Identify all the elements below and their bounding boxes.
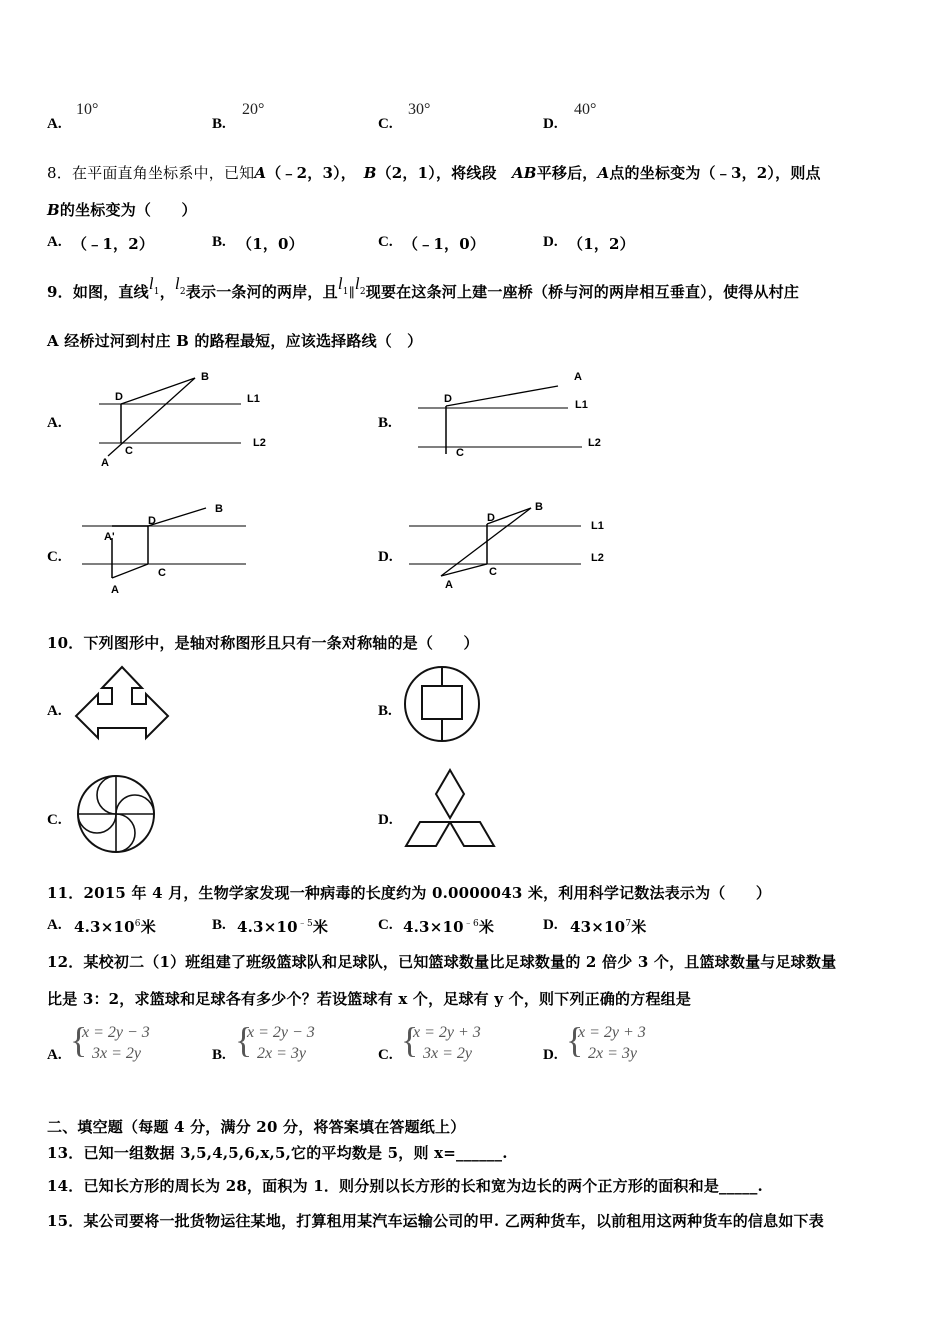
q11d-base: 43×10	[570, 918, 626, 936]
q11a-base: 4.3×10	[74, 918, 135, 936]
q9d-label-l1: L1	[591, 520, 604, 532]
q8-option-b-letter: B.	[212, 234, 226, 250]
q9d-path-ab	[441, 508, 531, 576]
q9c-label-c: C	[158, 567, 166, 579]
q9-option-a-letter: A.	[47, 415, 62, 431]
q8-point-b2: B	[47, 201, 60, 219]
q10-option-c-letter: C.	[47, 812, 62, 828]
q9b-label-a: A	[574, 371, 582, 383]
q9b-label-c: C	[456, 447, 464, 459]
q11c-base: 4.3×10	[403, 918, 464, 936]
q10d-rhombus-right	[450, 822, 494, 846]
q12-option-d-letter: D.	[543, 1047, 558, 1063]
q11-option-a-value	[74, 916, 156, 937]
q9c-path-ac	[112, 564, 148, 578]
q7-option-b-value: 20°	[242, 101, 265, 118]
q10-figure-c-pinwheel	[74, 772, 158, 856]
q12-option-a-letter: A.	[47, 1047, 62, 1063]
q8-option-d-letter: D.	[543, 234, 558, 250]
q12-option-a-system	[70, 1020, 180, 1066]
q9-line1	[47, 274, 800, 302]
q11-option-d-value	[570, 916, 646, 937]
q9-l2-sub: 2	[179, 287, 186, 297]
q10-question: 10．下列图形中，是轴对称图形且只有一条对称轴的是（ ）	[47, 634, 479, 652]
q12a-eq2: 3x = 2y	[92, 1045, 141, 1062]
q8-line1	[47, 162, 821, 183]
q9c-label-b: B	[215, 503, 223, 515]
q8-option-c-letter: C.	[378, 234, 393, 250]
q12a-eq1: x = 2y − 3	[82, 1024, 150, 1041]
q11-option-b-letter: B.	[212, 917, 226, 933]
q9a-label-d: D	[115, 391, 123, 403]
q12a-brace: {	[70, 1020, 88, 1060]
q12-option-d-system	[566, 1020, 676, 1066]
q9b-path-da	[446, 386, 558, 406]
q9-comma: ，	[159, 283, 175, 301]
q9-line2: A 经桥过河到村庄 B 的路程最短，应该选择路线（ ）	[47, 332, 423, 350]
q7-option-c-letter: C.	[378, 116, 393, 132]
q8-point-b: B	[363, 164, 377, 182]
q9b-label-d: D	[444, 393, 452, 405]
q9c-label-a1: A'	[104, 531, 115, 543]
q8-option-b-value: （1，0）	[237, 235, 304, 253]
q9d-label-a: A	[445, 579, 453, 591]
q10-figure-d-three-rhombus	[402, 766, 498, 856]
q11a-unit: 米	[140, 918, 156, 936]
q9-l1-sub: 1	[153, 287, 160, 297]
q9a-label-l1: L1	[247, 393, 260, 405]
q8-coord-b: （2，1），将线段	[376, 164, 497, 182]
q8-option-a-value: （﹣1，2）	[72, 235, 155, 253]
q9-text-part1: 9．如图，直线	[47, 283, 149, 301]
q7-option-d-letter: D.	[543, 116, 558, 132]
q10-option-b-letter: B.	[378, 703, 392, 719]
q11d-exp: 7	[625, 919, 632, 929]
q9-figure-b	[412, 368, 612, 464]
q12c-eq1: x = 2y + 3	[413, 1024, 481, 1041]
q12-option-b-letter: B.	[212, 1047, 226, 1063]
q10d-rhombus-top	[436, 770, 464, 818]
q11-option-c-value	[403, 916, 494, 937]
q11-option-d-letter: D.	[543, 917, 558, 933]
q12c-eq2: 3x = 2y	[423, 1045, 472, 1062]
q10-figure-a-arrows	[72, 664, 172, 746]
q11b-unit: 米	[312, 918, 329, 936]
q9-text-part2: 表示一条河的两岸，且	[185, 283, 338, 301]
q12d-eq2: 2x = 3y	[588, 1045, 637, 1062]
q11b-base: 4.3×10	[237, 918, 298, 936]
q9d-label-d: D	[487, 512, 495, 524]
q11d-unit: 米	[631, 918, 647, 936]
q8-text-line2: 的坐标变为（ ）	[59, 201, 197, 219]
q14-question: 14．已知长方形的周长为 28，面积为 1．则分别以长方形的长和宽为边长的两个正方形的面积和是_____.	[47, 1177, 763, 1195]
q11a-exp: 6	[134, 919, 141, 929]
q12d-eq1: x = 2y + 3	[578, 1024, 646, 1041]
q8-point-a2: A	[597, 164, 610, 182]
q11c-exp: ﹣6	[463, 919, 479, 929]
q8-line2	[47, 199, 197, 220]
q7-option-d-value: 40°	[574, 101, 597, 118]
q12b-eq1: x = 2y − 3	[247, 1024, 315, 1041]
q12-option-b-system	[235, 1020, 345, 1066]
q8-coord-a: （﹣2，3），	[266, 164, 349, 182]
q9-figure-c	[78, 498, 258, 598]
q9-l2-sub-2: 2	[359, 287, 366, 297]
q9c-label-d: D	[148, 515, 156, 527]
q9-figure-d	[405, 498, 620, 594]
q9-l1-sub-2: 1	[342, 287, 349, 297]
q9a-label-a: A	[101, 457, 109, 469]
q11-option-a-letter: A.	[47, 917, 62, 933]
q8-segment-ab: AB	[511, 164, 537, 182]
q9-option-c-letter: C.	[47, 549, 62, 565]
q10b-square	[422, 686, 462, 719]
q9-l2-symbol: l	[174, 274, 180, 293]
q9a-label-b: B	[201, 371, 209, 383]
q8-text-a: 8．在平面直角坐标系中，已知	[47, 164, 255, 182]
q13-question: 13．已知一组数据 3,5,4,5,6,x,5,它的平均数是 5，则 x=______.	[47, 1144, 508, 1162]
q11-option-c-letter: C.	[378, 917, 393, 933]
q9a-label-l2: L2	[253, 437, 266, 449]
q7-option-a-value: 10°	[76, 101, 99, 118]
q12b-eq2: 2x = 3y	[257, 1045, 306, 1062]
q12b-brace: {	[235, 1020, 253, 1060]
q12-option-c-letter: C.	[378, 1047, 393, 1063]
q9a-label-c: C	[125, 445, 133, 457]
q12-line2: 比是 3：2，求篮球和足球各有多少个？若设篮球有 x 个，足球有 y 个，则下列正确的方程组是	[47, 990, 692, 1008]
q7-option-a-letter: A.	[47, 116, 62, 132]
q10d-rhombus-left	[406, 822, 450, 846]
q12c-brace: {	[401, 1020, 419, 1060]
q9-figure-a	[95, 368, 285, 470]
q11-option-b-value	[237, 916, 328, 937]
q10c-arc-2	[116, 795, 154, 814]
q9-parallel-symbol: ∥	[348, 286, 355, 301]
q9b-label-l1: L1	[575, 399, 588, 411]
q9-l2-symbol-2: l	[354, 274, 360, 293]
q8-option-c-value: （﹣1，0）	[403, 235, 486, 253]
q9-l1-symbol-2: l	[337, 274, 343, 293]
q10c-arc-1	[97, 776, 116, 814]
q9a-path-db	[121, 378, 195, 404]
q11-question: 11．2015 年 4 月，生物学家发现一种病毒的长度约为 0.0000043 米，利用科学记数法表示为（ ）	[47, 884, 772, 902]
q8-option-d-value: （1，2）	[568, 235, 635, 253]
q12-line1: 12．某校初二（1）班组建了班级篮球队和足球队，已知篮球数量比足球数量的 2 倍少 3 个，且篮球数量与足球数量	[47, 953, 837, 971]
q9-option-d-letter: D.	[378, 549, 393, 565]
q9-text-part3: 现要在这条河上建一座桥（桥与河的两岸相互垂直），使得从村庄	[365, 283, 800, 301]
q10a-arrow-shape	[76, 667, 168, 738]
q15-question: 15．某公司要将一批货物运往某地，打算租用某汽车运输公司的甲. 乙两种货车，以前租用这两种货车的信息如下表	[47, 1212, 824, 1230]
q9d-label-b: B	[535, 501, 543, 513]
q8-option-a-letter: A.	[47, 234, 62, 250]
q8-text-c: 点的坐标变为（﹣3，2），则点	[609, 164, 821, 182]
q10-option-a-letter: A.	[47, 703, 62, 719]
q7-option-c-value: 30°	[408, 101, 431, 118]
section2-heading: 二、填空题（每题 4 分，满分 20 分，将答案填在答题纸上）	[47, 1118, 466, 1136]
q10-figure-b-circle-square	[402, 664, 482, 744]
q12d-brace: {	[566, 1020, 584, 1060]
q10-option-d-letter: D.	[378, 812, 393, 828]
q9d-label-l2: L2	[591, 552, 604, 564]
q11b-exp: ﹣5	[297, 919, 313, 929]
q10c-arc-4	[78, 814, 116, 833]
q9c-label-a: A	[111, 584, 119, 596]
q12-option-c-system	[401, 1020, 511, 1066]
q9b-label-l2: L2	[588, 437, 601, 449]
q10c-arc-3	[116, 814, 135, 852]
q8-point-a: A	[254, 164, 267, 182]
q9d-label-c: C	[489, 566, 497, 578]
q9c-path-db	[148, 508, 206, 526]
q9-l1-symbol: l	[148, 274, 154, 293]
q8-text-b: 平移后，	[536, 164, 598, 182]
q9-option-b-letter: B.	[378, 415, 392, 431]
q7-option-b-letter: B.	[212, 116, 226, 132]
q11c-unit: 米	[478, 918, 495, 936]
